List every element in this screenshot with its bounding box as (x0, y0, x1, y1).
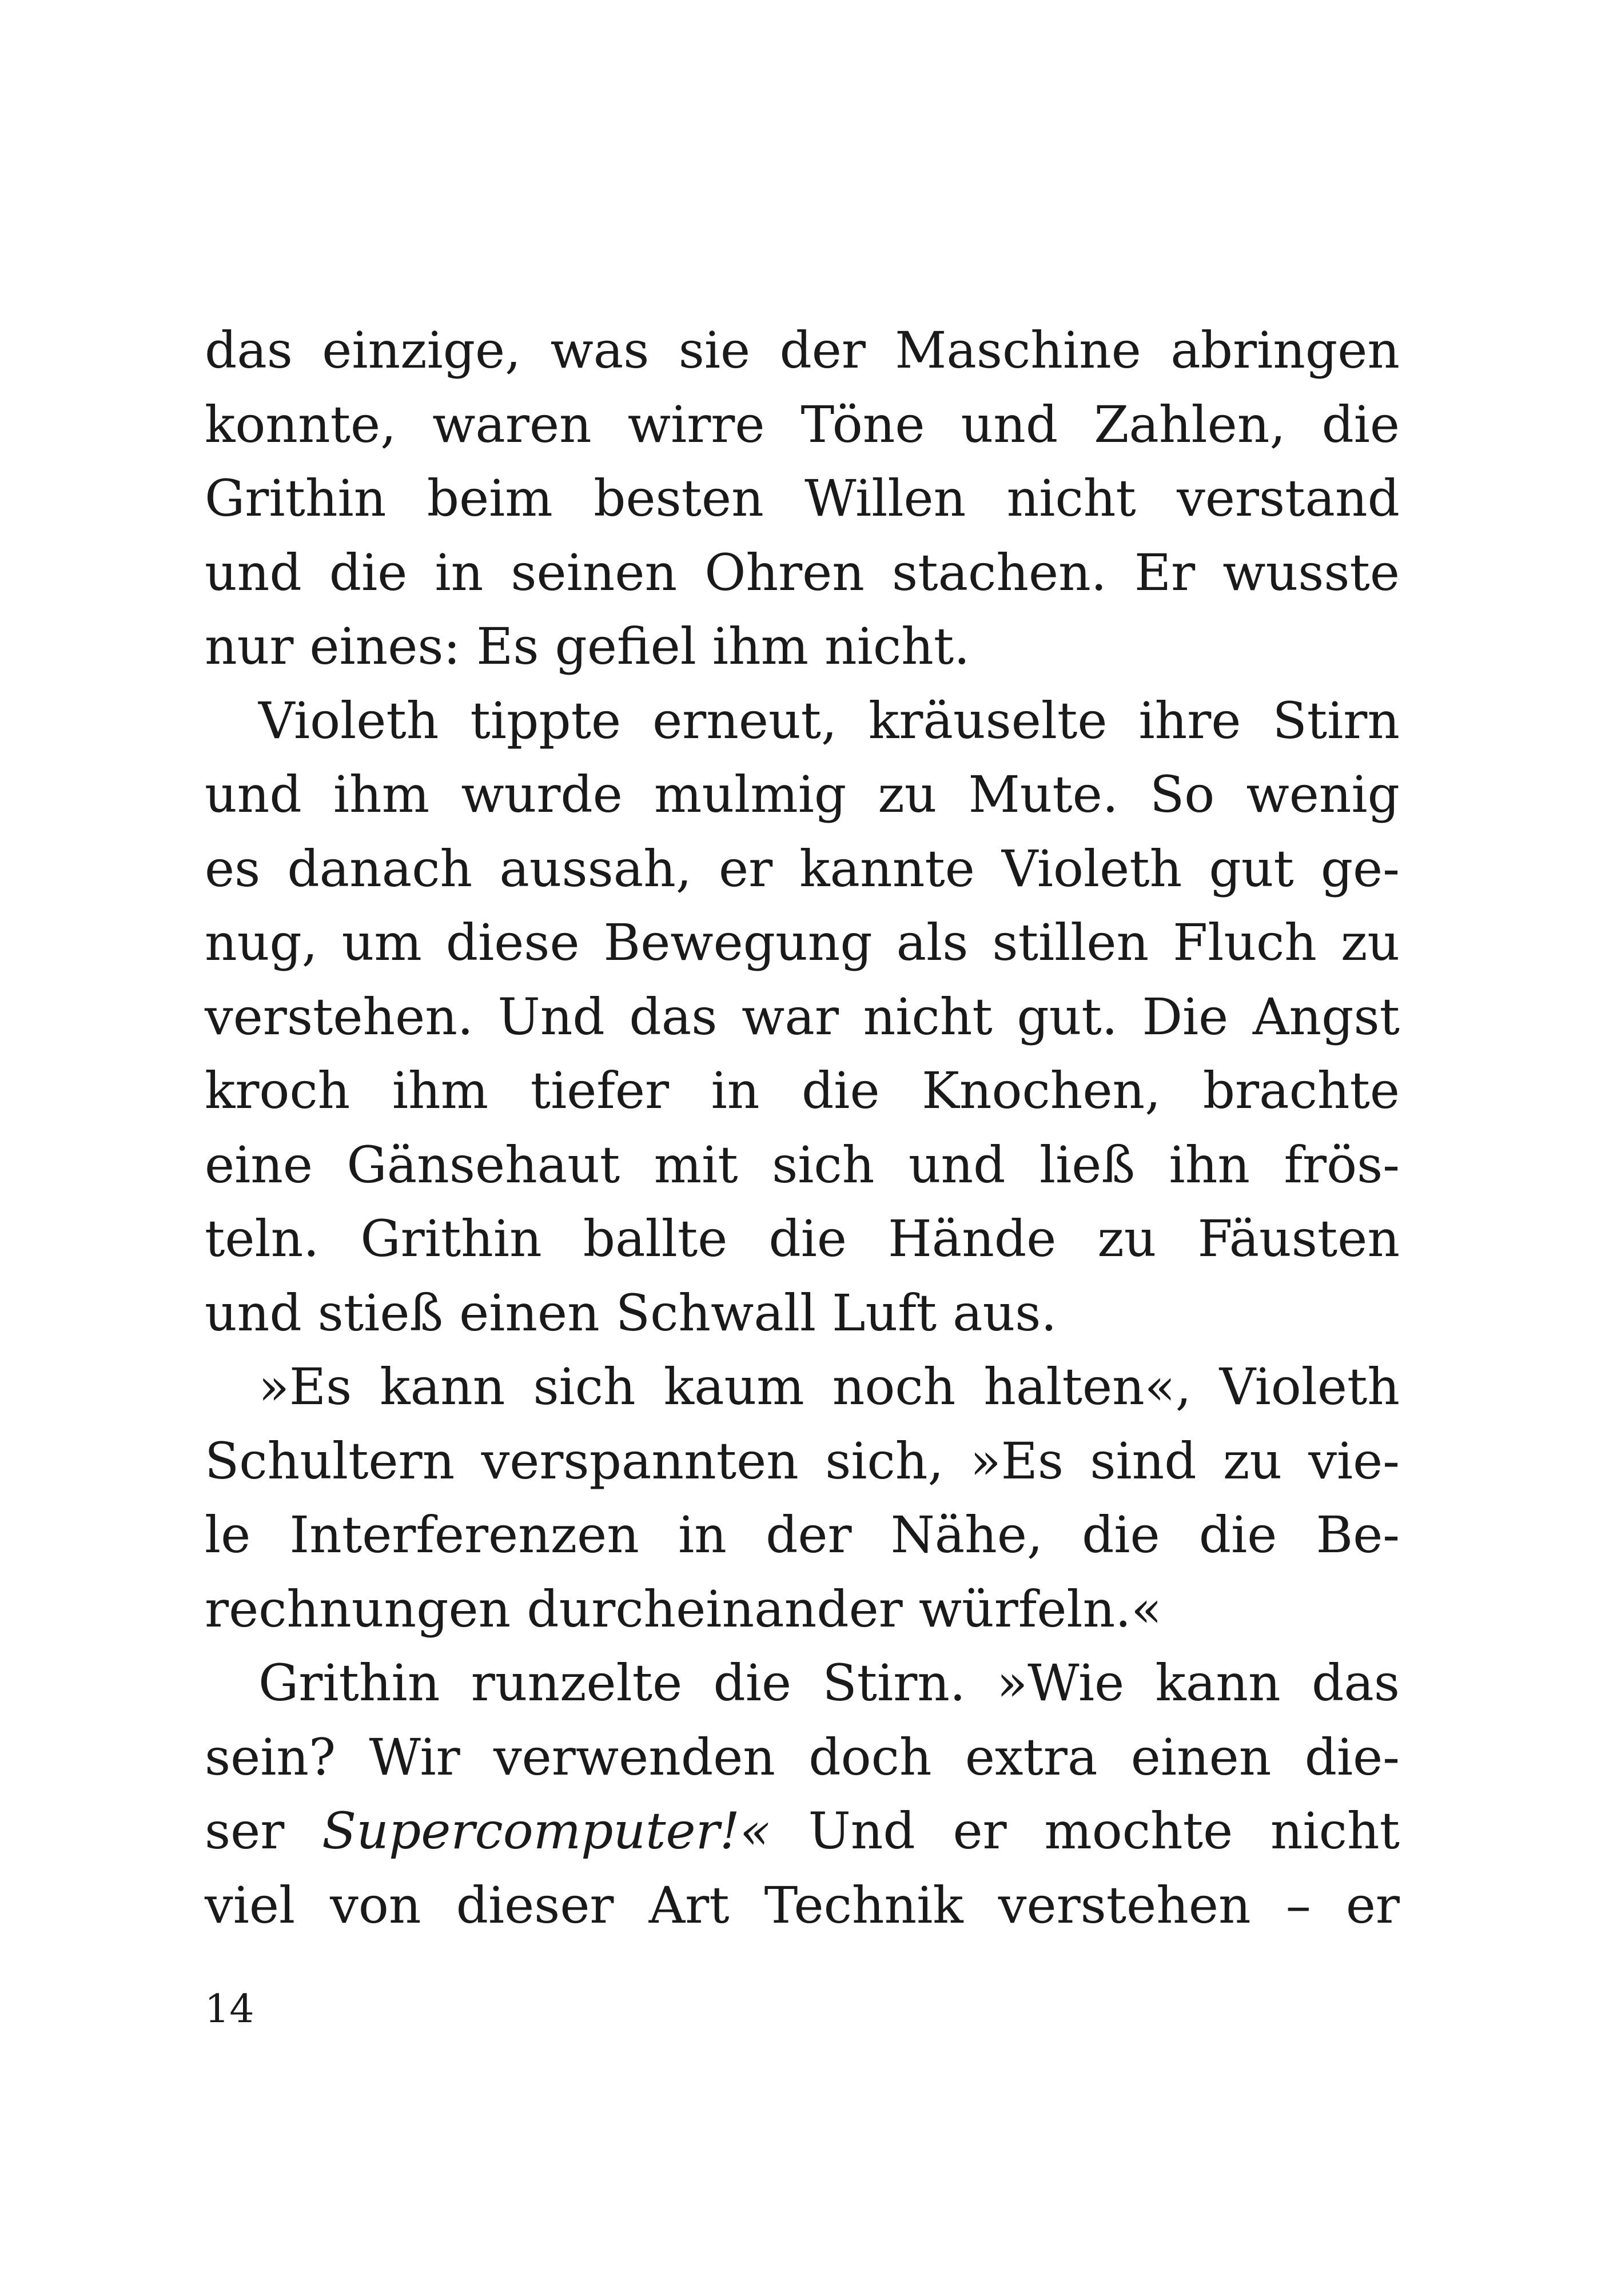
text-run: Und er mochte nicht (770, 1801, 1400, 1860)
text-line: und ihm wurde mulmig zu Mute. So wenig (205, 765, 1400, 824)
text-line: sein? Wir verwenden doch extra einen die- (205, 1727, 1400, 1787)
body-text (205, 313, 1400, 1942)
text-line: Violeth tippte erneut, kräuselte ihre Stirn (258, 691, 1400, 750)
text-line: konnte, waren wirre Töne und Zahlen, die (205, 394, 1400, 454)
text-line: Grithin beim besten Willen nicht verstand (205, 469, 1400, 528)
text-line: rechnungen durcheinander würfeln.« (205, 1579, 1162, 1639)
text-line: das einzige, was sie der Maschine abringen (205, 321, 1400, 380)
text-line: le Interferenzen in der Nähe, die die Be- (205, 1505, 1400, 1564)
text-line: es danach aussah, er kannte Violeth gut ge- (205, 839, 1400, 898)
text-line: teln. Grithin ballte die Hände zu Fäusten (205, 1209, 1400, 1268)
text-line: verstehen. Und das war nicht gut. Die Angst (205, 987, 1400, 1046)
text-line: eine Gänsehaut mit sich und ließ ihn frös- (205, 1135, 1400, 1194)
text-line: »Es kann sich kaum noch halten«, Violeth (258, 1357, 1400, 1416)
text-line: und die in seinen Ohren stachen. Er wusste (205, 543, 1400, 602)
text-line: nug, um diese Bewegung als stillen Fluch zu (205, 913, 1400, 972)
text-line: Schultern verspannten sich, »Es sind zu vie- (205, 1431, 1400, 1490)
paragraph (205, 1646, 1400, 1942)
text-line (205, 1794, 1400, 1868)
text-line: und stieß einen Schwall Luft aus. (205, 1283, 1057, 1342)
italic-text-run: Supercomputer!« (322, 1801, 771, 1860)
paragraph (205, 313, 1400, 684)
text-run: ser (205, 1801, 322, 1860)
paragraph (205, 1350, 1400, 1646)
text-line: nur eines: Es gefiel ihm nicht. (205, 617, 970, 676)
text-line: kroch ihm tiefer in die Knochen, brachte (205, 1061, 1400, 1120)
page-number: 14 (205, 1987, 254, 2032)
text-line: Grithin runzelte die Stirn. »Wie kann das (258, 1653, 1400, 1712)
paragraph (205, 684, 1400, 1350)
text-line: viel von dieser Art Technik verstehen – er (205, 1875, 1400, 1935)
